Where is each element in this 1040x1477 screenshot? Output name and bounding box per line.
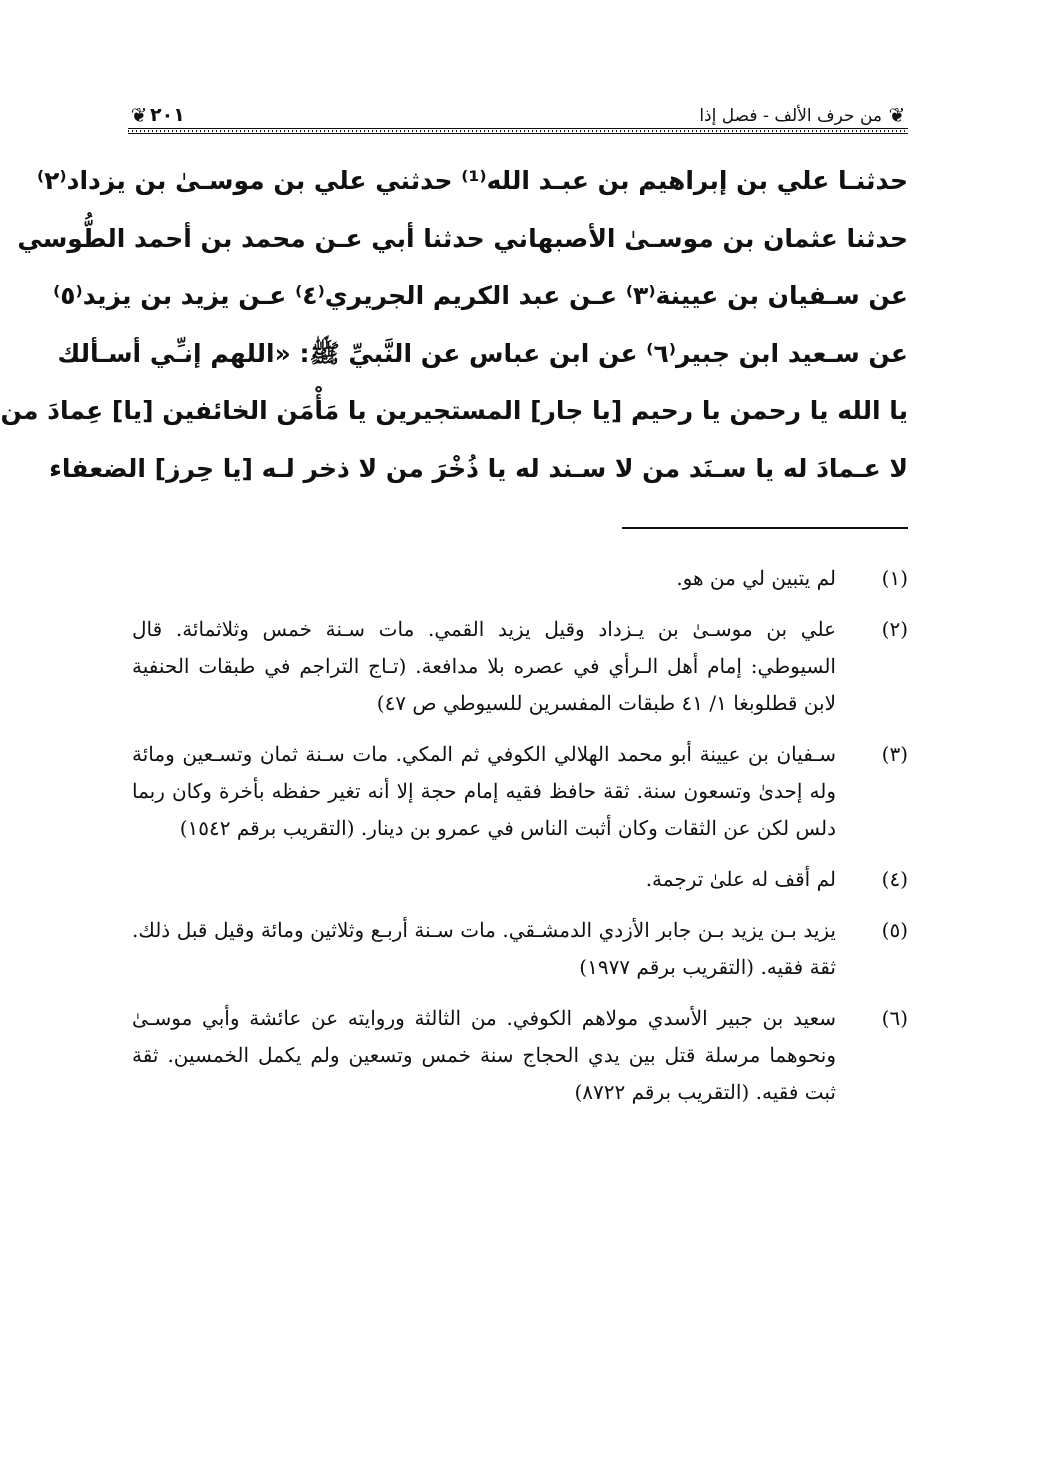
main-line: عن سـفيان بن عيينة⁽٣⁾ عـن عبد الكريم الجريري⁽٤⁾ عـن يزيد بن يزيد⁽٥⁾ — [53, 281, 908, 310]
ornament-icon: ❦ — [130, 103, 148, 127]
footnote — [132, 736, 908, 847]
footnote-number: (١) — [881, 566, 908, 590]
footnote-number: (٦) — [881, 1006, 908, 1030]
page-number: ٢٠١ — [150, 104, 185, 126]
footnote-text: سعيد بن جبير الأسدي مولاهم الكوفي. من الثالثة وروايته عن عائشة وأبي موسـىٰ ونحوهما مرسلة قتل بين يدي الحجاج سنة خمس وتسعين ولم يكمل الخمسين. ثقة ثبت فقيه. (التقريب برقم ٨٧٢٢) — [132, 1006, 836, 1104]
running-title: من حرف الألف - فصل إذا — [699, 106, 882, 126]
footnote-text: يزيد بـن يزيد بـن جابر الأزدي الدمشـقي. مات سـنة أربـع وثلاثين ومائة وقيل قبل ذلك. ثقة فقيه. (التقريب برقم ١٩٧٧) — [132, 918, 836, 979]
main-line: حدثنا عثمان بن موسـىٰ الأصبهاني حدثنا أبي عـن محمد بن أحمد الطُّوسي — [17, 223, 908, 253]
main-line: يا الله يا رحمن يا رحيم [يا جار] المستجيرين يا مَأْمَن الخائفين [يا] عِمادَ من — [0, 396, 908, 425]
page-header — [128, 100, 908, 134]
footnote — [132, 611, 908, 722]
footnotes — [132, 560, 908, 1125]
footnote-text: لم أقف له علىٰ ترجمة. — [645, 867, 836, 891]
main-line: عن سـعيد ابن جبير⁽٦⁾ عن ابن عباس عن النَّبيِّ ﷺ: «اللهم إنـِّي أسـألك — [57, 338, 908, 368]
footnote-text: سـفيان بن عيينة أبو محمد الهلالي الكوفي ثم المكي. مات سـنة ثمان وتسـعين ومائة وله إحدىٰ وتسعون سنة. ثقة حافظ فقيه إمام حجة إلا أنه تغير حفظه بأخرة وكان ربما دلس لكن عن الثقات وكان أثبت الناس في عمرو بن دينار. (التقريب برقم ١٥٤٢) — [132, 742, 836, 840]
footnote-text: لم يتبين لي من هو. — [676, 566, 836, 590]
main-text — [0, 152, 908, 497]
footnote-divider — [622, 527, 908, 529]
main-line: حدثنـا علي بن إبراهيم بن عبـد الله⁽¹⁾ حدثني علي بن موسـىٰ بن يزداد⁽٢⁾ — [36, 166, 908, 195]
header-rule — [128, 128, 908, 134]
footnote-number: (٣) — [881, 742, 908, 766]
footnote — [132, 861, 908, 898]
footnote-text: علي بن موسـىٰ بن يـزداد وقيل يزيد القمي. مات سـنة خمس وثلاثمائة. قال السيوطي: إمام أهل الـرأي في عصره بلا مدافعة. (تـاج التراجم في طبقات الحنفية لابن قطلوبغا ١/ ٤١ طبقات المفسرين للسيوطي ص ٤٧) — [132, 617, 836, 715]
footnote-number: (٢) — [881, 617, 908, 641]
footnote — [132, 1000, 908, 1111]
footnote-number: (٥) — [881, 918, 908, 942]
footnote — [132, 912, 908, 986]
footnote — [132, 560, 908, 597]
ornament-icon: ❦ — [888, 103, 906, 127]
footnote-number: (٤) — [881, 867, 908, 891]
main-line: لا عـمادَ له يا سـنَد من لا سـند له يا ذُخْرَ من لا ذخر لـه [يا حِرز] الضعفاء — [49, 453, 908, 483]
